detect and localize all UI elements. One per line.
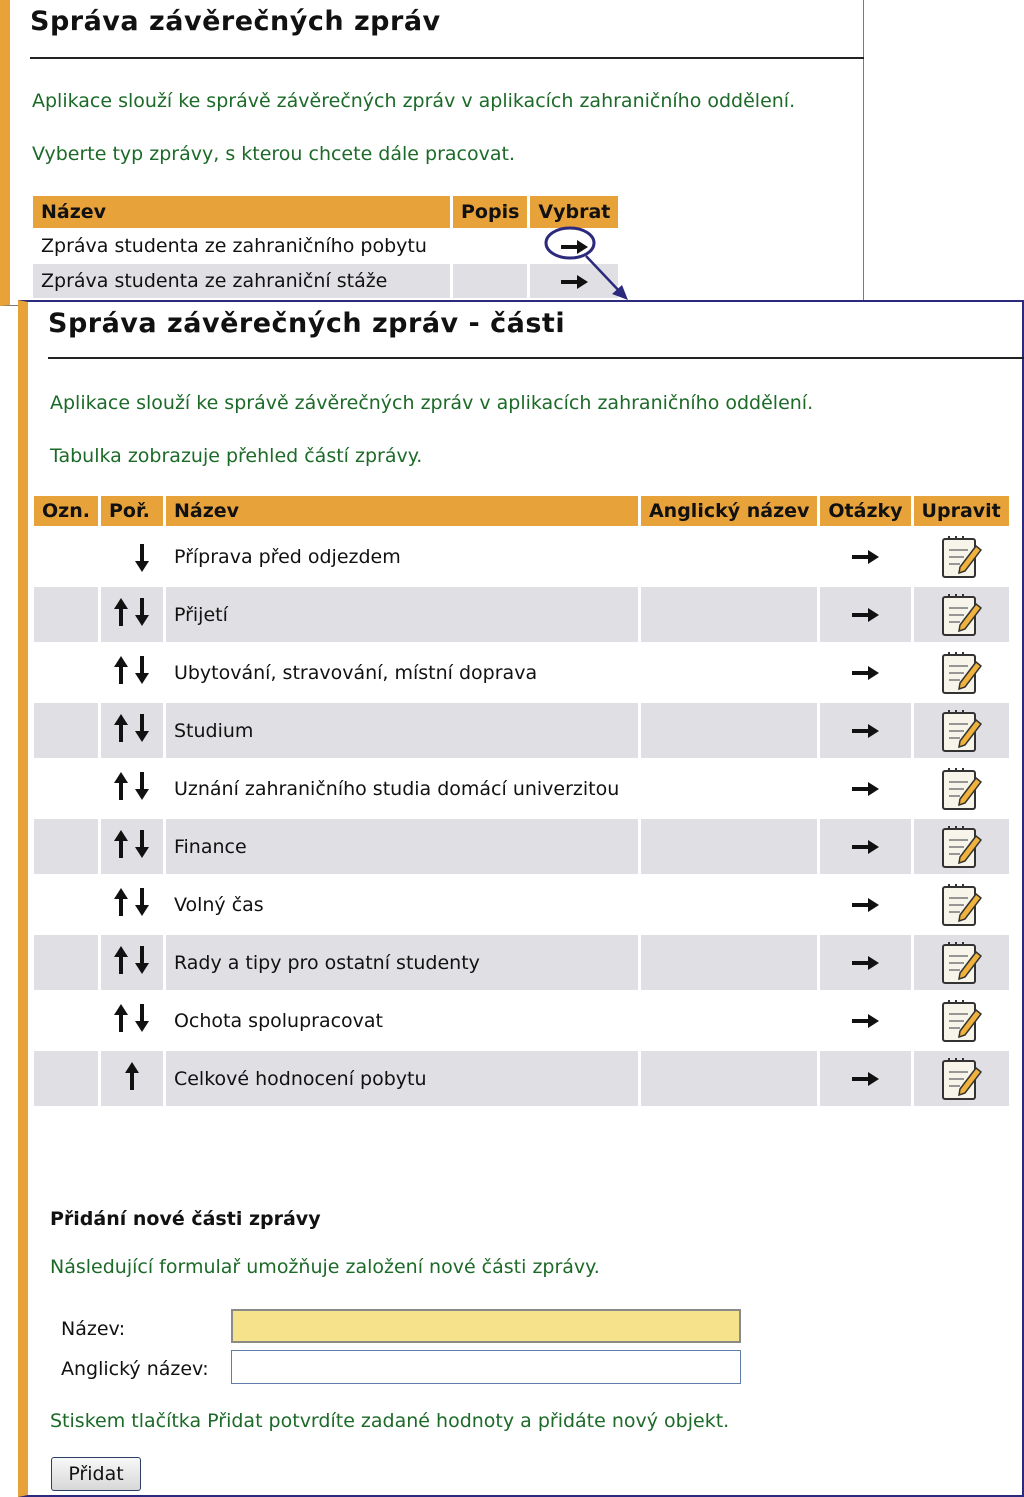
arrow-down-icon[interactable] [134, 887, 150, 917]
part-name: Volný čas [166, 874, 638, 932]
edit-button[interactable] [914, 700, 1009, 758]
arrow-down-icon[interactable] [134, 829, 150, 859]
order-controls [101, 642, 163, 700]
report-types-table [30, 196, 621, 298]
arrow-down-icon[interactable] [134, 713, 150, 743]
arrow-down-icon[interactable] [134, 771, 150, 801]
select-button[interactable] [530, 264, 618, 298]
edit-button[interactable] [914, 874, 1009, 932]
column-header-english-name: Anglický název [641, 496, 817, 526]
right-arrow-icon [850, 897, 880, 913]
page-title: Správa závěrečných zpráv [30, 6, 441, 37]
arrow-up-icon[interactable] [124, 1061, 140, 1091]
english-name-field-label: Anglický název: [61, 1358, 209, 1380]
questions-button[interactable] [820, 700, 910, 758]
right-arrow-icon [850, 723, 880, 739]
order-controls [101, 816, 163, 874]
part-english-name [641, 874, 817, 932]
arrow-up-icon[interactable] [113, 887, 129, 917]
part-english-name [641, 1048, 817, 1106]
right-arrow-icon [850, 607, 880, 623]
edit-button[interactable] [914, 816, 1009, 874]
order-controls [101, 584, 163, 642]
column-header-popis: Popis [453, 196, 527, 228]
edit-notepad-icon [940, 882, 982, 928]
edit-button[interactable] [914, 932, 1009, 990]
report-type-name: Zpráva studenta ze zahraniční stáže [33, 264, 450, 298]
part-name: Finance [166, 816, 638, 874]
part-code [34, 816, 98, 874]
part-name: Ubytování, stravování, místní doprava [166, 642, 638, 700]
table-row [34, 526, 1009, 584]
right-arrow-icon [559, 239, 589, 255]
arrow-down-icon[interactable] [134, 655, 150, 685]
edit-button[interactable] [914, 642, 1009, 700]
intro-text: Aplikace slouží ke správě závěrečných zpráv v aplikacích zahraničního oddělení. [32, 90, 796, 112]
table-row [34, 642, 1009, 700]
order-controls [101, 990, 163, 1048]
arrow-down-icon[interactable] [134, 597, 150, 627]
right-arrow-icon [559, 274, 589, 290]
edit-notepad-icon [940, 998, 982, 1044]
table-row [34, 584, 1009, 642]
right-arrow-icon [850, 839, 880, 855]
questions-button[interactable] [820, 526, 910, 584]
part-name: Rady a tipy pro ostatní studenty [166, 932, 638, 990]
part-code [34, 526, 98, 584]
questions-button[interactable] [820, 816, 910, 874]
part-name: Celkové hodnocení pobytu [166, 1048, 638, 1106]
edit-notepad-icon [940, 766, 982, 812]
column-header-name: Název [33, 196, 450, 228]
table-row [34, 990, 1009, 1048]
part-name: Ochota spolupracovat [166, 990, 638, 1048]
instruction-text: Vyberte typ zprávy, s kterou chcete dále pracovat. [32, 143, 515, 165]
part-code [34, 758, 98, 816]
column-header-ozn: Ozn. [34, 496, 98, 526]
part-english-name [641, 932, 817, 990]
edit-notepad-icon [940, 1056, 982, 1102]
add-button[interactable]: Přidat [51, 1457, 141, 1491]
table-row [34, 816, 1009, 874]
instruction-text: Tabulka zobrazuje přehled částí zprávy. [50, 445, 423, 467]
arrow-down-icon[interactable] [134, 543, 150, 573]
part-english-name [641, 584, 817, 642]
order-controls [101, 758, 163, 816]
part-english-name [641, 526, 817, 584]
column-header-edit: Upravit [914, 496, 1009, 526]
right-arrow-icon [850, 549, 880, 565]
submit-hint: Stiskem tlačítka Přidat potvrdíte zadané hodnoty a přidáte nový objekt. [50, 1410, 730, 1432]
part-code [34, 932, 98, 990]
english-name-input[interactable] [231, 1350, 741, 1384]
column-header-name: Název [166, 496, 638, 526]
arrow-down-icon[interactable] [134, 945, 150, 975]
edit-button[interactable] [914, 584, 1009, 642]
right-arrow-icon [850, 665, 880, 681]
part-code [34, 1048, 98, 1106]
order-controls [101, 1048, 163, 1106]
select-button[interactable] [530, 228, 618, 264]
questions-button[interactable] [820, 990, 910, 1048]
part-code [34, 700, 98, 758]
column-header-order: Poř. [101, 496, 163, 526]
edit-button[interactable] [914, 758, 1009, 816]
part-english-name [641, 642, 817, 700]
part-name: Přijetí [166, 584, 638, 642]
order-controls [101, 700, 163, 758]
edit-notepad-icon [940, 650, 982, 696]
right-arrow-icon [850, 781, 880, 797]
questions-button[interactable] [820, 642, 910, 700]
report-parts-table [31, 496, 1012, 1106]
report-types-window [0, 0, 864, 306]
arrow-up-icon[interactable] [113, 713, 129, 743]
table-row [33, 228, 618, 264]
part-english-name [641, 990, 817, 1048]
part-english-name [641, 816, 817, 874]
table-row [33, 264, 618, 298]
right-arrow-icon [850, 1013, 880, 1029]
edit-notepad-icon [940, 824, 982, 870]
arrow-up-icon[interactable] [113, 597, 129, 627]
edit-button[interactable] [914, 526, 1009, 584]
table-row [34, 874, 1009, 932]
table-row [34, 758, 1009, 816]
add-section-title: Přidání nové části zprávy [50, 1208, 321, 1230]
part-name: Příprava před odjezdem [166, 526, 638, 584]
edit-button[interactable] [914, 1048, 1009, 1106]
column-header-vybrat: Vybrat [530, 196, 618, 228]
part-code [34, 990, 98, 1048]
questions-button[interactable] [820, 758, 910, 816]
order-controls [101, 526, 163, 584]
name-input[interactable] [231, 1309, 741, 1343]
questions-button[interactable] [820, 584, 910, 642]
column-header-questions: Otázky [820, 496, 910, 526]
report-type-description [453, 264, 527, 298]
edit-notepad-icon [940, 708, 982, 754]
part-code [34, 642, 98, 700]
name-field-label: Název: [61, 1318, 126, 1340]
questions-button[interactable] [820, 874, 910, 932]
arrow-up-icon[interactable] [113, 771, 129, 801]
arrow-up-icon[interactable] [113, 1003, 129, 1033]
part-code [34, 874, 98, 932]
table-row [34, 932, 1009, 990]
table-row [34, 1048, 1009, 1106]
report-type-description [453, 228, 527, 264]
arrow-up-icon[interactable] [113, 829, 129, 859]
right-arrow-icon [850, 1071, 880, 1087]
order-controls [101, 932, 163, 990]
part-english-name [641, 758, 817, 816]
part-code [34, 584, 98, 642]
right-arrow-icon [850, 955, 880, 971]
edit-notepad-icon [940, 940, 982, 986]
table-row [34, 700, 1009, 758]
title-underline [30, 57, 864, 59]
intro-text: Aplikace slouží ke správě závěrečných zpráv v aplikacích zahraničního oddělení. [50, 392, 814, 414]
arrow-up-icon[interactable] [113, 945, 129, 975]
edit-notepad-icon [940, 534, 982, 580]
order-controls [101, 874, 163, 932]
part-name: Studium [166, 700, 638, 758]
arrow-down-icon[interactable] [134, 1003, 150, 1033]
title-underline [48, 357, 1024, 359]
questions-button[interactable] [820, 932, 910, 990]
arrow-up-icon[interactable] [113, 655, 129, 685]
part-english-name [641, 700, 817, 758]
edit-notepad-icon [940, 592, 982, 638]
page-title: Správa závěrečných zpráv - části [48, 308, 566, 339]
part-name: Uznání zahraničního studia domácí univerzitou [166, 758, 638, 816]
questions-button[interactable] [820, 1048, 910, 1106]
report-type-name: Zpráva studenta ze zahraničního pobytu [41, 235, 427, 257]
add-section-description: Následující formulař umožňuje založení nové části zprávy. [50, 1256, 600, 1278]
edit-button[interactable] [914, 990, 1009, 1048]
